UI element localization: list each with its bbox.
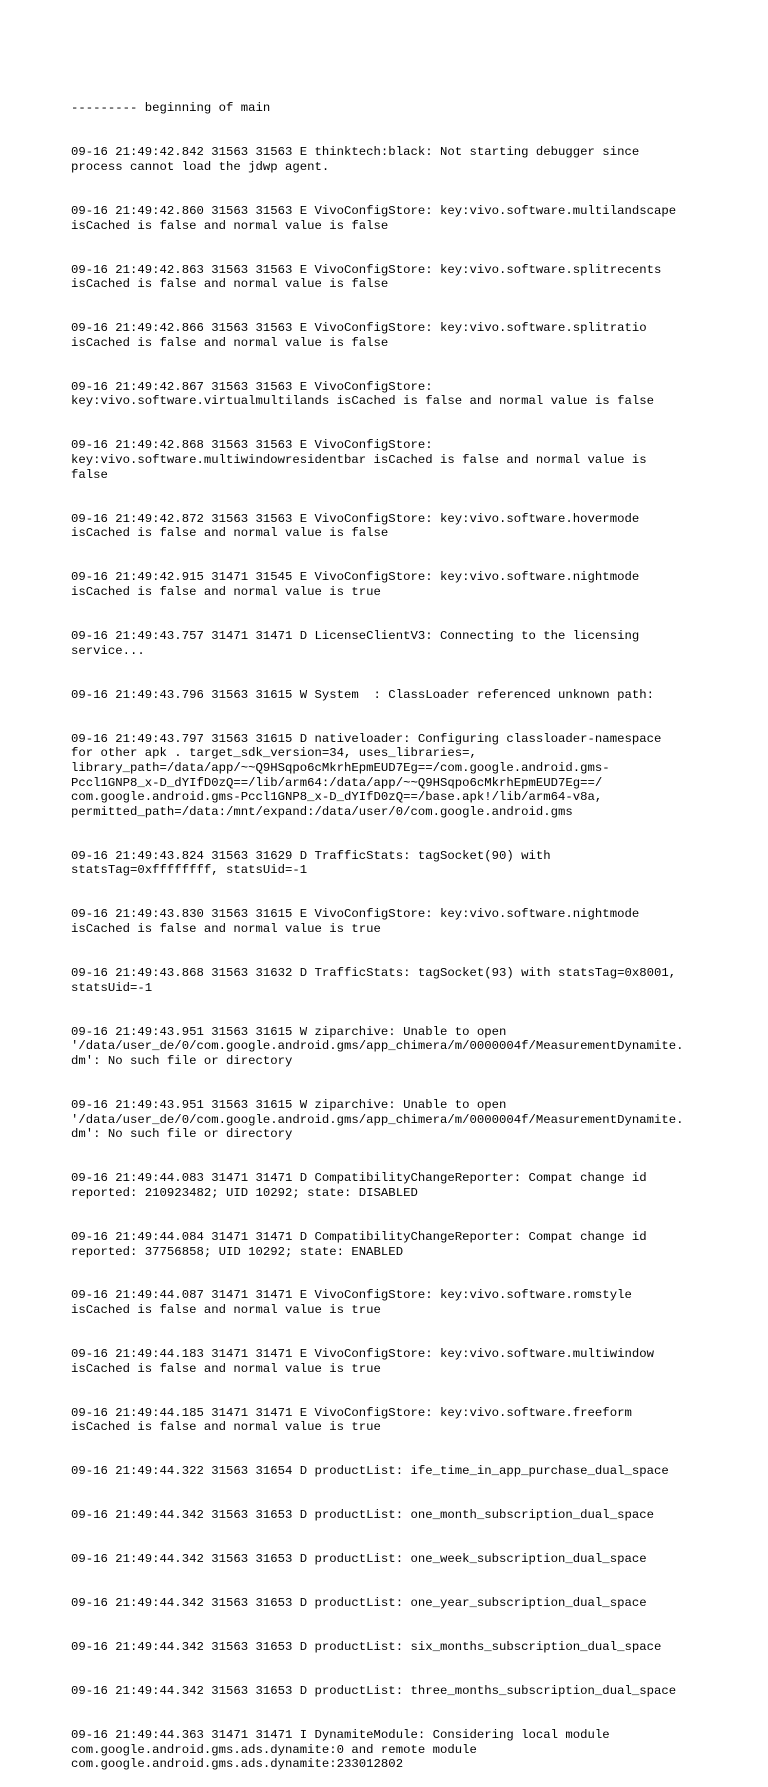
log-entry: 09-16 21:49:44.342 31563 31653 D productList: six_months_subscription_dual_space — [71, 1640, 662, 1655]
log-entry: 09-16 21:49:42.842 31563 31563 E thinktech:black: Not starting debugger since process cannot load the jdwp agent. — [71, 145, 640, 174]
log-entry: 09-16 21:49:44.322 31563 31654 D productList: ife_time_in_app_purchase_dual_space — [71, 1464, 669, 1479]
log-entry: 09-16 21:49:43.951 31563 31615 W ziparchive: Unable to open '/data/user_de/0/com.google.android.gms/app_chimera/m/0000004f/MeasurementDynamite. dm': No such file or directory — [71, 1097, 684, 1142]
log-entry: 09-16 21:49:43.868 31563 31632 D TrafficStats: tagSocket(93) with statsTag=0x8001, statsUid=-1 — [71, 966, 677, 995]
log-entry: 09-16 21:49:43.796 31563 31615 W System : ClassLoader referenced unknown path: — [71, 687, 654, 702]
log-entry: 09-16 21:49:43.830 31563 31615 E VivoConfigStore: key:vivo.software.nightmode isCached is false and normal value is true — [71, 907, 640, 937]
log-entry: 09-16 21:49:42.866 31563 31563 E VivoConfigStore: key:vivo.software.splitratio isCached is false and normal value is false — [71, 321, 647, 350]
log-entry: 09-16 21:49:43.797 31563 31615 D nativeloader: Configuring classloader-namespace for other apk . target_sdk_version=34, uses_libraries=, library_path=/data/app/~~Q9HSqpo6cMkrhEpmEUD7Eg==/com.google.android.gms- Pccl1GNP8_x-D_dYIfD0zQ==/lib/arm64:/data/app/~~Q9HSqpo6cMkrhEpmEUD7Eg==/ com.google.android.gms-Pccl1GNP8_x-D_dYIfD0zQ==/base.apk!/lib/arm64-v8a, permitted_path=/data:/mnt/expand:/data/user/0/com.google.android.gms — [71, 731, 662, 819]
log-entry: 09-16 21:49:42.915 31471 31545 E VivoConfigStore: key:vivo.software.nightmode isCached is false and normal value is true — [71, 570, 640, 599]
log-entry: 09-16 21:49:44.342 31563 31653 D productList: three_months_subscription_dual_space — [71, 1684, 677, 1699]
log-entry: 09-16 21:49:42.863 31563 31563 E VivoConfigStore: key:vivo.software.splitrecents isCached is false and normal value is false — [71, 262, 662, 292]
log-entry: 09-16 21:49:42.868 31563 31563 E VivoConfigStore: key:vivo.software.multiwindowresidentbar isCached is false and normal value is false — [71, 438, 647, 482]
log-entry: 09-16 21:49:44.185 31471 31471 E VivoConfigStore: key:vivo.software.freeform isCached is false and normal value is true — [71, 1405, 632, 1435]
log-entry: 09-16 21:49:44.083 31471 31471 D CompatibilityChangeReporter: Compat change id reported: 210923482; UID 10292; state: DISABLED — [71, 1171, 647, 1200]
log-entry: 09-16 21:49:44.363 31471 31471 I DynamiteModule: Considering local module com.google.android.gms.ads.dynamite:0 and remote module com.google.android.gms.ads.dynamite:233012802 — [71, 1728, 610, 1772]
log-entry: 09-16 21:49:44.342 31563 31653 D productList: one_month_subscription_dual_space — [71, 1508, 654, 1523]
log-header: --------- beginning of main — [71, 101, 271, 116]
log-entry: 09-16 21:49:43.757 31471 31471 D LicenseClientV3: Connecting to the licensing service... — [71, 628, 640, 658]
log-entry: 09-16 21:49:42.860 31563 31563 E VivoConfigStore: key:vivo.software.multilandscape isCached is false and normal value is false — [71, 203, 677, 233]
log-entry: 09-16 21:49:44.084 31471 31471 D CompatibilityChangeReporter: Compat change id reported: 37756858; UID 10292; state: ENABLED — [71, 1229, 647, 1259]
log-entry: 09-16 21:49:42.872 31563 31563 E VivoConfigStore: key:vivo.software.hovermode isCached is false and normal value is false — [71, 511, 640, 541]
log-entry: 09-16 21:49:43.824 31563 31629 D TrafficStats: tagSocket(90) with statsTag=0xffffffff, statsUid=-1 — [71, 848, 551, 878]
log-entry: 09-16 21:49:44.342 31563 31653 D productList: one_year_subscription_dual_space — [71, 1596, 647, 1611]
log-entry: 09-16 21:49:43.951 31563 31615 W ziparchive: Unable to open '/data/user_de/0/com.google.android.gms/app_chimera/m/0000004f/MeasurementDynamite. dm': No such file or directory — [71, 1024, 684, 1068]
log-text — [71, 72, 711, 1787]
log-entry: 09-16 21:49:44.087 31471 31471 E VivoConfigStore: key:vivo.software.romstyle isCached is false and normal value is true — [71, 1288, 632, 1318]
log-entry: 09-16 21:49:44.342 31563 31653 D productList: one_week_subscription_dual_space — [71, 1552, 647, 1567]
log-entry: 09-16 21:49:42.867 31563 31563 E VivoConfigStore: key:vivo.software.virtualmultilands isCached is false and normal value is false — [71, 379, 654, 409]
log-entry: 09-16 21:49:44.183 31471 31471 E VivoConfigStore: key:vivo.software.multiwindow isCached is false and normal value is true — [71, 1347, 654, 1376]
